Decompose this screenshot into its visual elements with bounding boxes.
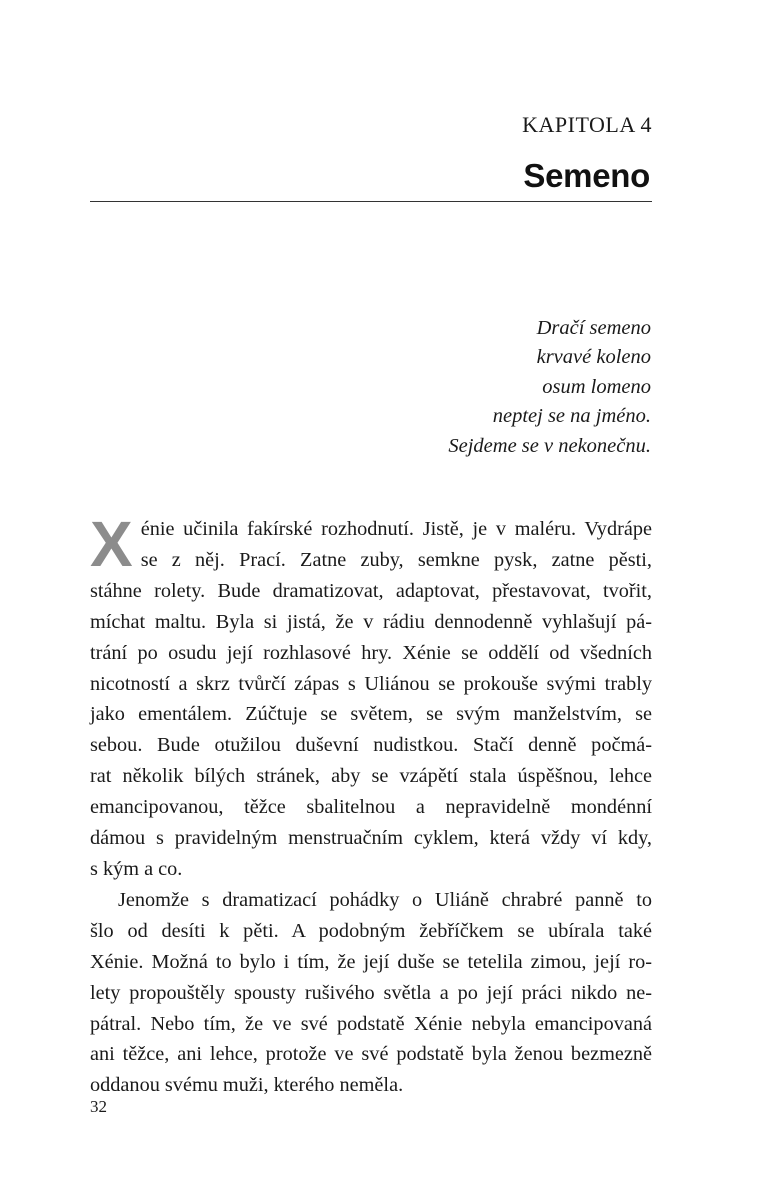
text-line: trání po osudu její rozhlasové hry. Xénie se oddělí od všedních [90, 641, 652, 664]
body-text [90, 508, 652, 1101]
chapter-label: KAPITOLA 4 [522, 112, 652, 137]
text-line: énie učinila fakírské rozhodnutí. Jistě, je v maléru. Vydrápe [140, 518, 652, 540]
text-line: jako ementálem. Zúčtuje se světem, se svým manželstvím, se [90, 703, 652, 726]
text-line: se z něj. Prací. Zatne zuby, semkne pysk, zatne pěsti, [140, 548, 652, 571]
poem-line: osum lomeno [542, 375, 651, 398]
text-line: míchat maltu. Byla si jistá, že v rádiu dennodenně vyhlašují pá- [90, 610, 652, 633]
text-line: sebou. Bude otužilou duševní nudistkou. Stačí denně počmá- [90, 734, 652, 757]
epigraph-poem [448, 314, 651, 461]
paragraph-1 [90, 508, 652, 885]
text-line: dámou s pravidelným menstruačním cyklem, která vždy ví kdy, [90, 827, 652, 850]
text-line: stáhne rolety. Bude dramatizovat, adaptovat, přestavovat, tvořit, [90, 579, 652, 602]
text-line: Jenomže s dramatizací pohádky o Uliáně chrabré panně to [118, 888, 652, 911]
chapter-title: Semeno [523, 157, 650, 194]
poem-line: neptej se na jméno. [492, 405, 651, 428]
paragraph-2 [90, 885, 652, 1101]
text-line: emancipovanou, těžce sbalitelnou a nepravidelně mondénní [90, 796, 652, 819]
page-number: 32 [90, 1097, 107, 1116]
text-line: nicotností a skrz tvůrčí zápas s Uliánou se prokouše svými trably [90, 672, 652, 695]
poem-line: Sejdeme se v nekonečnu. [448, 434, 651, 457]
text-line: lety propouštěly spousty rušivého světla a po její práci nikdo ne- [90, 981, 652, 1004]
poem-line: Dračí semeno [536, 317, 651, 339]
text-line: oddanou svému muži, kterého neměla. [90, 1074, 404, 1097]
text-line: rat několik bílých stránek, aby se vzápětí stala úspěšnou, lehce [90, 765, 652, 788]
drop-cap: X [90, 508, 133, 580]
text-line: pátral. Nebo tím, že ve své podstatě Xénie nebyla emancipovaná [90, 1012, 652, 1035]
text-line: Xénie. Možná to bylo i tím, že její duše se tetelila zimou, její ro- [90, 950, 652, 973]
text-line: ani těžce, ani lehce, protože ve své podstatě byla ženou bezmezně [90, 1043, 652, 1066]
text-line: s kým a co. [90, 857, 183, 880]
poem-line: krvavé koleno [536, 346, 651, 369]
title-divider [90, 201, 652, 202]
text-line: šlo od desíti k pěti. A podobným žebříčkem se ubírala také [90, 919, 652, 942]
